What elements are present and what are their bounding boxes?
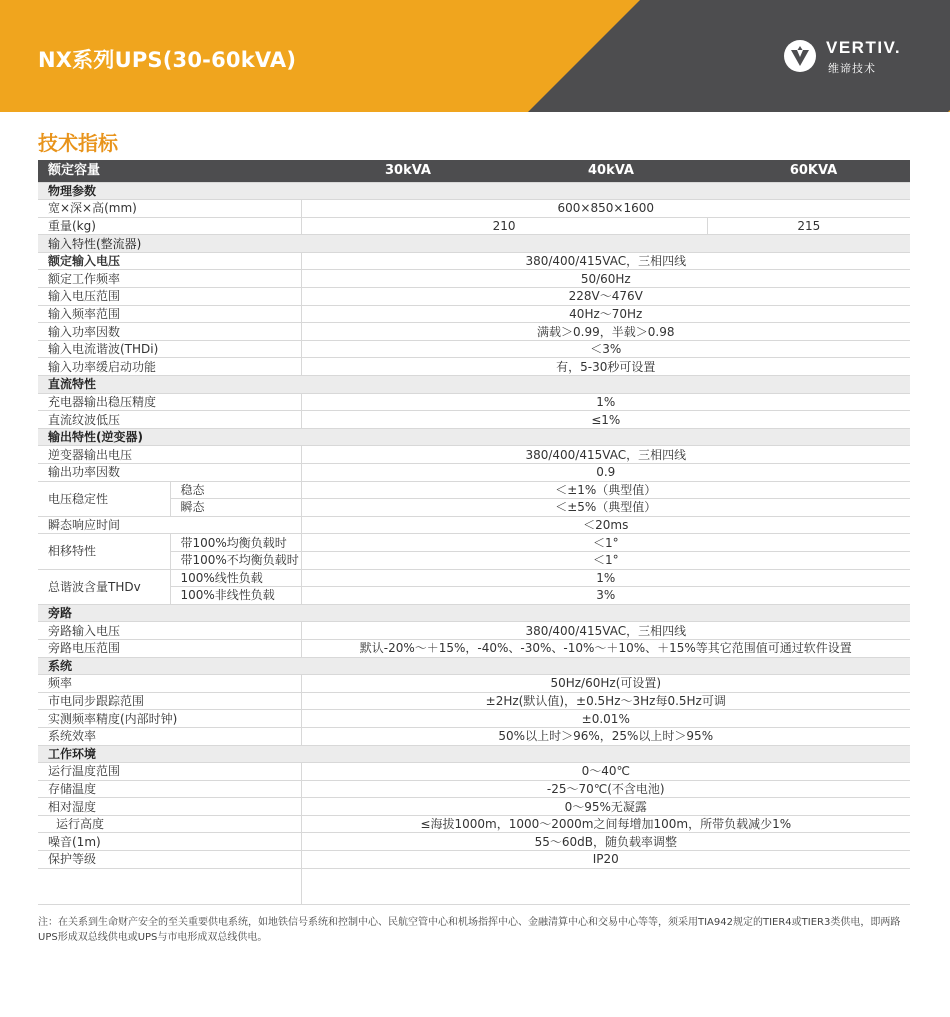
row-label: 运行温度范围 xyxy=(38,763,301,781)
section-row xyxy=(38,182,910,200)
row-value: ＜1° xyxy=(301,551,910,569)
row-label: 噪音(1m) xyxy=(38,833,301,851)
table-row xyxy=(38,798,910,816)
table-row xyxy=(38,780,910,798)
table-row xyxy=(38,323,910,341)
row-label: 直流纹波低压 xyxy=(38,411,301,429)
row-value: 50Hz/60Hz(可设置) xyxy=(301,675,910,693)
table-row xyxy=(38,639,910,657)
table-row xyxy=(38,481,910,499)
row-label: 旁路输入电压 xyxy=(38,622,301,640)
row-label: 输出功率因数 xyxy=(38,464,301,482)
row-value: 55～60dB，随负载率调整 xyxy=(301,833,910,851)
row-value: ＜±1%（典型值） xyxy=(301,481,910,499)
header-rated-capacity: 额定容量 xyxy=(38,160,301,182)
table-row xyxy=(38,534,910,552)
row-value: 380/400/415VAC，三相四线 xyxy=(301,446,910,464)
section-row xyxy=(38,376,910,394)
row-value: 有，5-30秒可设置 xyxy=(301,358,910,376)
row-value: 215 xyxy=(707,217,910,235)
row-value: ＜20ms xyxy=(301,516,910,534)
table-row xyxy=(38,833,910,851)
table-row xyxy=(38,815,910,833)
faded-value xyxy=(301,868,910,904)
table-row xyxy=(38,358,910,376)
row-value: 50%以上时＞96%，25%以上时＞95% xyxy=(301,727,910,745)
faded-label xyxy=(38,868,301,904)
spec-table xyxy=(38,160,910,905)
row-sublabel: 瞬态 xyxy=(170,499,301,517)
table-row xyxy=(38,217,910,235)
section-label: 工作环境 xyxy=(38,745,910,763)
table-row xyxy=(38,252,910,270)
row-label: 存储温度 xyxy=(38,780,301,798)
table-row xyxy=(38,305,910,323)
section-label: 输出特性(逆变器) xyxy=(38,428,910,446)
row-label: 额定输入电压 xyxy=(38,252,301,270)
row-sublabel: 稳态 xyxy=(170,481,301,499)
page-title: NX系列UPS(30-60kVA) xyxy=(38,48,297,72)
row-value: 0.9 xyxy=(301,464,910,482)
table-row xyxy=(38,727,910,745)
section-row xyxy=(38,604,910,622)
table-row xyxy=(38,622,910,640)
row-value: ±2Hz(默认值)，±0.5Hz～3Hz每0.5Hz可调 xyxy=(301,692,910,710)
row-label: 重量(kg) xyxy=(38,217,301,235)
row-value: 0～95%无凝露 xyxy=(301,798,910,816)
table-row xyxy=(38,710,910,728)
table-row xyxy=(38,446,910,464)
row-value: 50/60Hz xyxy=(301,270,910,288)
row-value: ＜1° xyxy=(301,534,910,552)
table-row xyxy=(38,464,910,482)
row-value: IP20 xyxy=(301,851,910,869)
row-sublabel: 100%线性负载 xyxy=(170,569,301,587)
row-value: 380/400/415VAC，三相四线 xyxy=(301,252,910,270)
section-label: 物理参数 xyxy=(38,182,910,200)
row-value: 0～40℃ xyxy=(301,763,910,781)
row-label: 系统效率 xyxy=(38,727,301,745)
section-label: 旁路 xyxy=(38,604,910,622)
row-label: 逆变器输出电压 xyxy=(38,446,301,464)
faded-row xyxy=(38,868,910,904)
row-sublabel: 100%非线性负载 xyxy=(170,587,301,605)
brand-name-cn: 维谛技术 xyxy=(828,62,876,75)
row-label: 额定工作频率 xyxy=(38,270,301,288)
row-value: 210 xyxy=(301,217,707,235)
row-label: 相对湿度 xyxy=(38,798,301,816)
row-label: 相移特性 xyxy=(38,534,170,569)
row-sublabel: 带100%不均衡负载时 xyxy=(170,551,301,569)
row-label: 输入电流谐波(THDi) xyxy=(38,340,301,358)
row-label: 输入频率范围 xyxy=(38,305,301,323)
row-value: ＜±5%（典型值） xyxy=(301,499,910,517)
row-label: 电压稳定性 xyxy=(38,481,170,516)
table-row xyxy=(38,516,910,534)
row-label: 实测频率精度(内部时钟) xyxy=(38,710,301,728)
table-row xyxy=(38,393,910,411)
row-value: -25～70℃(不含电池) xyxy=(301,780,910,798)
brand-name: VERTIV. xyxy=(826,38,902,57)
section-label: 系统 xyxy=(38,657,910,675)
row-value: 3% xyxy=(301,587,910,605)
table-row xyxy=(38,200,910,218)
header-60kva: 60KVA xyxy=(707,160,910,182)
section-row xyxy=(38,428,910,446)
table-row xyxy=(38,270,910,288)
row-value: ≤1% xyxy=(301,411,910,429)
row-value: 228V～476V xyxy=(301,288,910,306)
section-label: 直流特性 xyxy=(38,376,910,394)
table-header-row xyxy=(38,160,910,182)
row-label: 输入功率缓启动功能 xyxy=(38,358,301,376)
row-label: 旁路电压范围 xyxy=(38,639,301,657)
section-row xyxy=(38,745,910,763)
table-row xyxy=(38,340,910,358)
row-label: 充电器输出稳压精度 xyxy=(38,393,301,411)
row-sublabel: 带100%均衡负载时 xyxy=(170,534,301,552)
row-value: ±0.01% xyxy=(301,710,910,728)
row-label: 运行高度 xyxy=(38,815,301,833)
row-value: 380/400/415VAC，三相四线 xyxy=(301,622,910,640)
row-value: 40Hz～70Hz xyxy=(301,305,910,323)
section-title: 技术指标 xyxy=(38,131,118,155)
row-value: 默认-20%～＋15%，-40%、-30%、-10%～＋10%、＋15%等其它范围值可通过软件设置 xyxy=(301,639,910,657)
row-value: ＜3% xyxy=(301,340,910,358)
table-row xyxy=(38,675,910,693)
table-row xyxy=(38,692,910,710)
table-row xyxy=(38,411,910,429)
row-value: 1% xyxy=(301,569,910,587)
row-label: 输入功率因数 xyxy=(38,323,301,341)
table-row xyxy=(38,569,910,587)
vertiv-logo-icon xyxy=(784,40,816,72)
row-value: ≤海拔1000m，1000～2000m之间每增加100m，所带负载减少1% xyxy=(301,815,910,833)
row-label: 总谐波含量THDv xyxy=(38,569,170,604)
row-label: 宽×深×高(mm) xyxy=(38,200,301,218)
section-label: 输入特性(整流器) xyxy=(38,235,910,253)
header-30kva: 30kVA xyxy=(301,160,505,182)
table-row xyxy=(38,851,910,869)
header-40kva: 40kVA xyxy=(505,160,707,182)
row-label: 保护等级 xyxy=(38,851,301,869)
header-banner xyxy=(0,0,950,112)
table-row xyxy=(38,288,910,306)
row-value: 600×850×1600 xyxy=(301,200,910,218)
footnote: 注：在关系到生命财产安全的至关重要供电系统，如地铁信号系统和控制中心、民航空管中心和机场指挥中心、金融清算中心和交易中心等等，须采用TIA942规定的TIER4或TIER3类供电，即两路UPS形成双总线供电或UPS与市电形成双总线供电。 xyxy=(38,917,901,943)
row-label: 瞬态响应时间 xyxy=(38,516,301,534)
section-row xyxy=(38,657,910,675)
vertiv-logo xyxy=(784,38,914,78)
row-label: 市电同步跟踪范围 xyxy=(38,692,301,710)
row-label: 输入电压范围 xyxy=(38,288,301,306)
row-value: 满载＞0.99，半载＞0.98 xyxy=(301,323,910,341)
row-label: 频率 xyxy=(38,675,301,693)
table-row xyxy=(38,763,910,781)
row-value: 1% xyxy=(301,393,910,411)
section-row xyxy=(38,235,910,253)
